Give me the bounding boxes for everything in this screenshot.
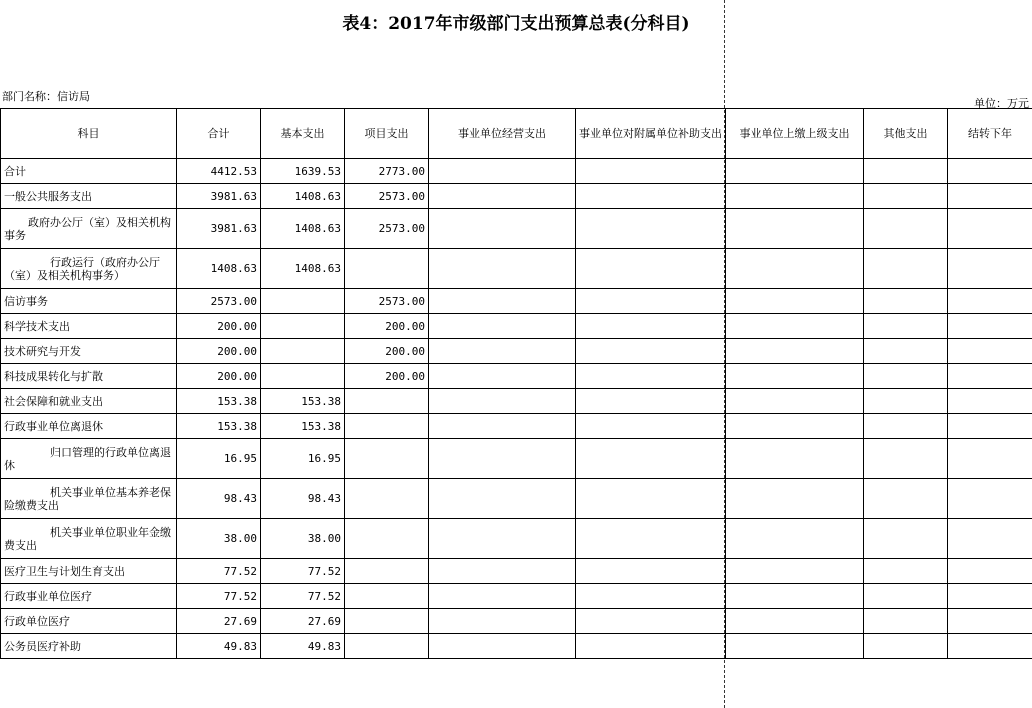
project-cell: [345, 439, 429, 479]
total-cell: 153.38: [177, 389, 261, 414]
header-row: [1, 109, 1032, 159]
table-row: [1, 634, 1032, 659]
total-cell: 200.00: [177, 339, 261, 364]
basic-cell: 1408.63: [261, 184, 345, 209]
total-cell: 153.38: [177, 414, 261, 439]
row-name: 社会保障和就业支出: [1, 389, 177, 414]
total-cell: 2573.00: [177, 289, 261, 314]
row-name: 归口管理的行政单位离退休: [1, 439, 177, 479]
project-cell: [345, 249, 429, 289]
header-cell: 科目: [1, 109, 177, 159]
table-row: [1, 159, 1032, 184]
table-row: [1, 339, 1032, 364]
project-cell: [345, 389, 429, 414]
total-cell: 4412.53: [177, 159, 261, 184]
row-name: 行政运行（政府办公厅（室）及相关机构事务）: [1, 249, 177, 289]
basic-cell: 77.52: [261, 584, 345, 609]
header-cell: 事业单位对附属单位补助支出: [576, 109, 726, 159]
header-cell: 事业单位经营支出: [429, 109, 576, 159]
budget-table: [0, 108, 1032, 659]
total-cell: 1408.63: [177, 249, 261, 289]
row-name: 公务员医疗补助: [1, 634, 177, 659]
table-row: [1, 559, 1032, 584]
row-name: 合计: [1, 159, 177, 184]
project-cell: 2573.00: [345, 184, 429, 209]
basic-cell: 77.52: [261, 559, 345, 584]
basic-cell: 27.69: [261, 609, 345, 634]
row-name: 医疗卫生与计划生育支出: [1, 559, 177, 584]
table-row: [1, 479, 1032, 519]
project-cell: 2573.00: [345, 289, 429, 314]
table-row: [1, 389, 1032, 414]
basic-cell: 1639.53: [261, 159, 345, 184]
total-cell: 27.69: [177, 609, 261, 634]
table-row: [1, 519, 1032, 559]
row-name: 机关事业单位基本养老保险缴费支出: [1, 479, 177, 519]
project-cell: 2573.00: [345, 209, 429, 249]
page-title: 表4：2017年市级部门支出预算总表(分科目): [342, 14, 690, 34]
project-cell: [345, 609, 429, 634]
basic-cell: [261, 364, 345, 389]
header-cell: 项目支出: [345, 109, 429, 159]
total-cell: 38.00: [177, 519, 261, 559]
row-name: 机关事业单位职业年金缴费支出: [1, 519, 177, 559]
table-row: [1, 609, 1032, 634]
row-name: 科技成果转化与扩散: [1, 364, 177, 389]
project-cell: 200.00: [345, 364, 429, 389]
table-row: [1, 439, 1032, 479]
total-cell: 200.00: [177, 364, 261, 389]
basic-cell: 1408.63: [261, 249, 345, 289]
total-cell: 77.52: [177, 584, 261, 609]
total-cell: 3981.63: [177, 209, 261, 249]
department-label: 部门名称：信访局: [2, 90, 90, 103]
table-row: [1, 314, 1032, 339]
row-name: 技术研究与开发: [1, 339, 177, 364]
row-name: 信访事务: [1, 289, 177, 314]
project-cell: [345, 479, 429, 519]
total-cell: 3981.63: [177, 184, 261, 209]
total-cell: 200.00: [177, 314, 261, 339]
basic-cell: 38.00: [261, 519, 345, 559]
row-name: 政府办公厅（室）及相关机构事务: [1, 209, 177, 249]
project-cell: 2773.00: [345, 159, 429, 184]
basic-cell: 49.83: [261, 634, 345, 659]
table-row: [1, 584, 1032, 609]
row-name: 科学技术支出: [1, 314, 177, 339]
project-cell: [345, 519, 429, 559]
table-row: [1, 414, 1032, 439]
header-cell: 合计: [177, 109, 261, 159]
basic-cell: 1408.63: [261, 209, 345, 249]
project-cell: [345, 634, 429, 659]
project-cell: [345, 584, 429, 609]
unit-label: 单位：万元: [974, 97, 1029, 110]
basic-cell: [261, 339, 345, 364]
row-name: 一般公共服务支出: [1, 184, 177, 209]
project-cell: 200.00: [345, 314, 429, 339]
header-cell: 事业单位上缴上级支出: [726, 109, 864, 159]
basic-cell: [261, 314, 345, 339]
table-row: [1, 184, 1032, 209]
header-cell: 基本支出: [261, 109, 345, 159]
total-cell: 16.95: [177, 439, 261, 479]
row-name: 行政事业单位离退休: [1, 414, 177, 439]
basic-cell: 153.38: [261, 414, 345, 439]
total-cell: 49.83: [177, 634, 261, 659]
table-row: [1, 364, 1032, 389]
row-name: 行政单位医疗: [1, 609, 177, 634]
basic-cell: 98.43: [261, 479, 345, 519]
header-cell: 结转下年: [948, 109, 1032, 159]
total-cell: 77.52: [177, 559, 261, 584]
total-cell: 98.43: [177, 479, 261, 519]
table-row: [1, 249, 1032, 289]
basic-cell: 16.95: [261, 439, 345, 479]
row-name: 行政事业单位医疗: [1, 584, 177, 609]
header-cell: 其他支出: [864, 109, 948, 159]
basic-cell: 153.38: [261, 389, 345, 414]
table-row: [1, 289, 1032, 314]
table-row: [1, 209, 1032, 249]
basic-cell: [261, 289, 345, 314]
project-cell: 200.00: [345, 339, 429, 364]
project-cell: [345, 559, 429, 584]
project-cell: [345, 414, 429, 439]
